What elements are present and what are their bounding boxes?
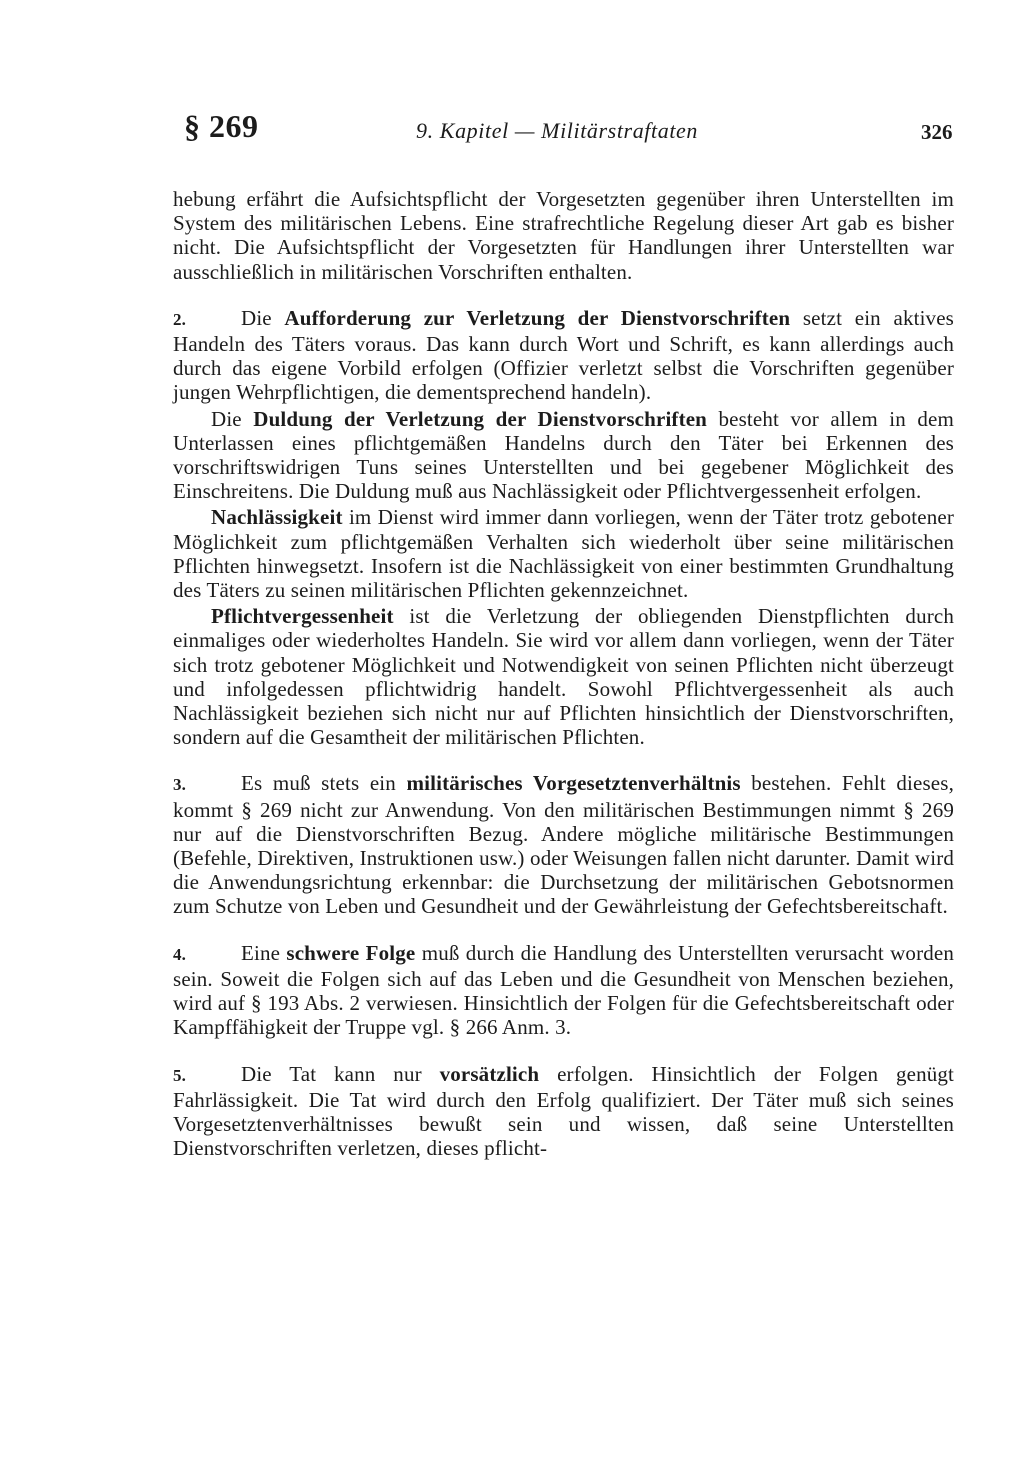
annotation-number: 2.	[173, 309, 187, 329]
key-term: Aufforderung zur Verletzung der Dienstvorschriften	[284, 305, 791, 330]
paragraph-continuation: hebung erfährt die Aufsichtspflicht der Vorgesetzten gegenüber ihren Unterstellten im System des militärischen Lebens. Eine strafrechtliche Regelung dieser Art gab es bisher nicht. Die Aufsichtspflicht der Vorgesetzten für Handlungen ihrer Unterstellten war ausschließlich in militärischen Vorschriften enthalten.	[173, 187, 954, 284]
paragraph-nachlaessigkeit: Nachlässigkeit im Dienst wird immer dann vorliegen, wenn der Täter trotz gebotener Möglichkeit zum pflichtgemäßen Verhalten sich wiederholt über seine militärischen Pflichten hinwegsetzt. Insofern ist die Nachlässigkeit von einer bestimmten Grundhaltung des Täters zu seinen militärischen Pflichten gekennzeichnet.	[173, 505, 954, 603]
annotation-5: 5. Die Tat kann nur vorsätzlich erfolgen. Hinsichtlich der Folgen genügt Fahrlässigkeit. Die Tat wird durch den Erfolg qualifiziert. Der Täter muß sich seines Vorgesetztenverhältnisses bewußt sein und wissen, daß seine Unterstellten Dienstvorschriften verletzen, dieses pflicht-	[173, 1061, 954, 1161]
page-body	[173, 187, 954, 1160]
key-term: Duldung der Verletzung der Dienstvorschriften	[253, 406, 708, 431]
annotation-4: 4. Eine schwere Folge muß durch die Handlung des Unterstellten verursacht worden sein. Soweit die Folgen sich auf das Leben und die Gesundheit von Menschen beziehen, wird auf § 193 Abs. 2 verwiesen. Hinsichtlich der Folgen für die Gefechtsbereitschaft oder Kampffähigkeit der Truppe vgl. § 266 Anm. 3.	[173, 940, 954, 1040]
key-term: Nachlässigkeit	[211, 505, 343, 530]
chapter-title: 9. Kapitel — Militärstraftaten	[416, 118, 699, 143]
annotation-2: 2. Die Aufforderung zur Verletzung der Dienstvorschriften setzt ein aktives Handeln des Täters voraus. Das kann durch Wort und Schrift, es kann allerdings auch durch das eigene Vorbild erfolgen (Offizier verletzt selbst die Vorschriften gegenüber jungen Wehrpflichtigen, die dementsprechend handeln).	[173, 305, 955, 405]
paragraph-duldung: Die Duldung der Verletzung der Dienstvorschriften besteht vor allem in dem Unterlassen eines pflichtgemäßen Handelns durch den Täter bei Erkennen des vorschriftswidrigen Tuns seines Unterstellten und bei gegebener Möglichkeit des Einschreitens. Die Duldung muß aus Nachlässigkeit oder Pflichtvergessenheit erfolgen.	[173, 406, 954, 504]
page-number: 326	[921, 120, 953, 144]
key-term: militärisches Vorgesetztenverhältnis	[406, 771, 741, 796]
annotation-3: 3. Es muß stets ein militärisches Vorgesetztenverhältnis bestehen. Fehlt dieses, kommt § 269 nicht zur Anwendung. Von den militärischen Bestimmungen nimmt § 269 nur auf die Dienstvorschriften Bezug. Andere mögliche militärische Bestimmungen (Befehle, Direktiven, Instruktionen usw.) oder Weisungen fallen nicht darunter. Damit wird die Anwendungsrichtung erkennbar: die Durchsetzung der militärischen Gebotsnormen zum Schutze von Leben und Gesundheit und der Gewährleistung der Gefechtsbereitschaft.	[173, 771, 954, 919]
key-term: schwere Folge	[286, 940, 416, 965]
key-term: Pflichtvergessenheit	[211, 604, 394, 629]
section-number: § 269	[184, 108, 259, 144]
annotation-number: 5.	[173, 1065, 187, 1085]
paragraph-pflichtvergessenheit: Pflichtvergessenheit ist die Verletzung der obliegenden Dienstpflichten durch einmaliges oder wiederholtes Handeln. Sie wird vor allem dann vorliegen, wenn der Täter sich trotz gebotener Möglichkeit und Notwendigkeit von seinen Pflichten nicht überzeugt und infolgedessen pflichtwidrig handelt. Sowohl Pflichtvergessenheit als auch Nachlässigkeit beziehen sich nicht nur auf Pflichten hinsichtlich der Dienstvorschriften, sondern auf die Gesamtheit der militärischen Pflichten.	[173, 604, 954, 750]
annotation-number: 3.	[173, 775, 187, 795]
annotation-number: 4.	[173, 944, 187, 964]
running-header	[0, 0, 1024, 160]
key-term: vorsätzlich	[439, 1061, 540, 1086]
